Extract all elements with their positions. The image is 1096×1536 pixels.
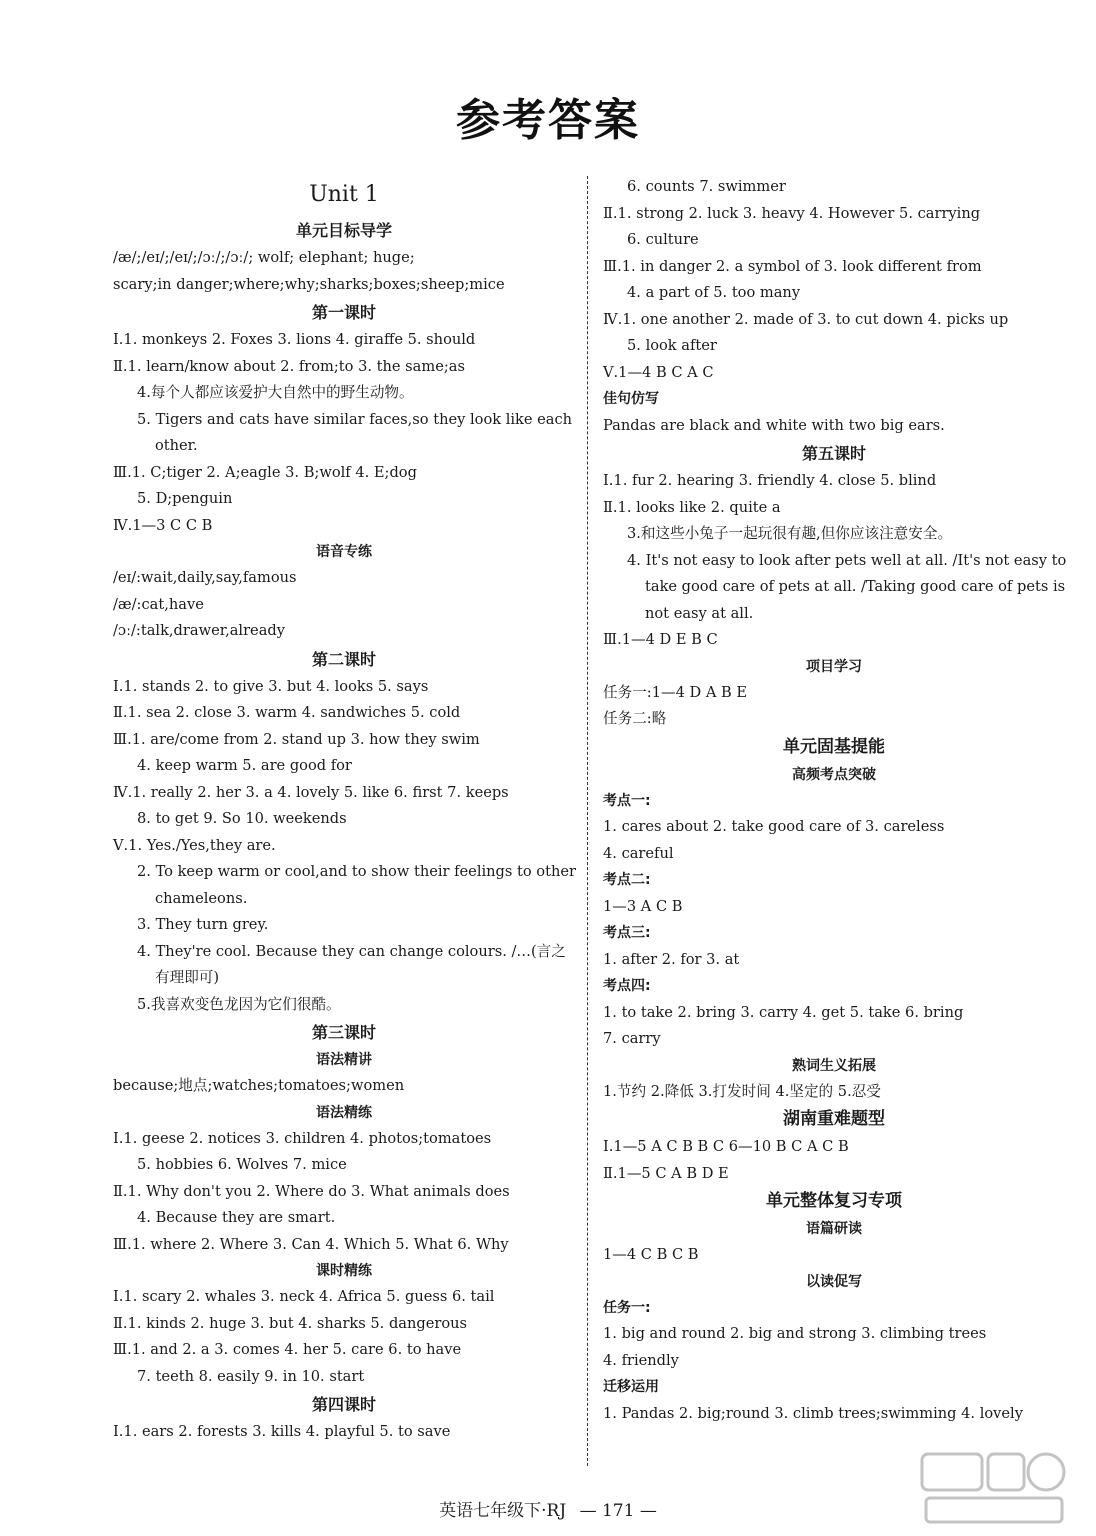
answer-line: Ⅲ.1. where 2. Where 3. Can 4. Which 5. What 6. Why [113, 1235, 509, 1253]
section-heading-lesson-2: 第二课时 [311, 649, 376, 669]
answer-line: 4. keep warm 5. are good for [137, 757, 352, 774]
answer-line: scary;in danger;where;why;sharks;boxes;sheep;mice [113, 275, 505, 293]
answer-line: 8. to get 9. So 10. weekends [137, 810, 347, 827]
answer-line: 2. To keep warm or cool,and to show their feelings to other [137, 863, 576, 880]
answer-line: Ⅰ.1. stands 2. to give 3. but 4. looks 5. says [113, 677, 429, 695]
label-point-3: 考点三: [603, 925, 651, 941]
label-point-4: 考点四: [603, 978, 651, 994]
answer-line: 7. teeth 8. easily 9. in 10. start [137, 1367, 365, 1385]
answer-line: Ⅳ.1. one another 2. made of 3. to cut down 4. picks up [603, 310, 1009, 328]
answer-line: Ⅰ.1. fur 2. hearing 3. friendly 4. close 5. blind [603, 472, 937, 489]
answer-line: Ⅱ.1. learn/know about 2. from;to 3. the same;as [113, 357, 465, 375]
answer-line: /æ/:cat,have [113, 595, 204, 613]
answer-line: take good care of pets at all. /Taking good care of pets is [645, 578, 1066, 595]
subheading-reading: 语篇研读 [806, 1221, 862, 1237]
footer-book: 英语七年级下·RJ [439, 1501, 567, 1521]
section-heading-lesson-1: 第一课时 [311, 303, 376, 322]
answer-line: Ⅰ.1. monkeys 2. Foxes 3. lions 4. giraffe 5. should [113, 331, 476, 348]
section-heading-consolidation: 单元固基提能 [783, 736, 885, 757]
answer-line: Ⅲ.1. C;tiger 2. A;eagle 3. B;wolf 4. E;dog [113, 463, 417, 481]
column-divider [587, 176, 588, 1466]
subheading-frequent-points: 高频考点突破 [792, 766, 876, 783]
subheading-grammar-practice: 语法精练 [316, 1104, 372, 1121]
answer-line: 4. They're cool. Because they can change colours. /…(言之 [137, 942, 566, 960]
answer-line: 有理即可) [155, 969, 220, 986]
label-transfer: 迁移运用 [603, 1379, 659, 1395]
answer-line: not easy at all. [645, 604, 754, 622]
answer-line: Ⅲ.1. in danger 2. a symbol of 3. look different from [603, 257, 982, 275]
answer-line: 4. careful [603, 844, 674, 862]
answer-line: Ⅰ.1. ears 2. forests 3. kills 4. playful 5. to save [113, 1423, 451, 1440]
footer-page-number: — 171 — [579, 1501, 657, 1521]
section-heading-lesson-4: 第四课时 [311, 1395, 376, 1414]
answer-line: Ⅱ.1. looks like 2. quite a [603, 498, 781, 516]
answer-line: 1. to take 2. bring 3. carry 4. get 5. take 6. bring [603, 1003, 964, 1021]
answer-line: Ⅲ.1. are/come from 2. stand up 3. how they swim [113, 730, 480, 748]
answer-line: 1—3 A C B [603, 897, 683, 915]
answer-line: Ⅲ.1—4 D E B C [603, 631, 718, 648]
label-sentence-imitation: 佳句仿写 [603, 391, 659, 407]
section-heading-review: 单元整体复习专项 [766, 1191, 902, 1211]
answer-line: because;地点;watches;tomatoes;women [113, 1077, 405, 1094]
answer-line: 3.和这些小兔子一起玩很有趣,但你应该注意安全。 [627, 525, 953, 542]
subheading-writing: 以读促写 [806, 1273, 862, 1290]
answer-line: /eɪ/:wait,daily,say,famous [113, 569, 297, 586]
right-column [603, 174, 1065, 1427]
left-column [113, 178, 575, 1446]
section-heading-phonics: 语音专练 [316, 544, 372, 560]
answer-line: /ɔː/:talk,drawer,already [113, 622, 285, 639]
answer-line: Ⅰ.1—5 A C B B C 6—10 B C A C B [603, 1138, 849, 1155]
answer-line: 1. after 2. for 3. at [603, 950, 740, 968]
label-task-1: 任务一: [603, 1299, 651, 1316]
answer-line: /æ/;/eɪ/;/eɪ/;/ɔː/;/ɔː/; wolf; elephant; huge; [113, 249, 415, 266]
answer-line: Ⅱ.1. kinds 2. huge 3. but 4. sharks 5. dangerous [113, 1314, 468, 1332]
answer-line: 4. a part of 5. too many [627, 284, 801, 301]
subheading-grammar: 语法精讲 [316, 1052, 372, 1068]
answer-line: 4. It's not easy to look after pets well at all. /It's not easy to [627, 551, 1067, 569]
answer-line: 5. D;penguin [137, 490, 233, 507]
answer-line: other. [155, 437, 198, 454]
watermark-seal-icon [918, 1450, 1068, 1528]
answer-line: Ⅳ.1—3 C C B [113, 516, 213, 534]
answer-line: 1. cares about 2. take good care of 3. careless [603, 818, 945, 835]
answer-line: 4.每个人都应该爱护大自然中的野生动物。 [137, 384, 414, 401]
section-heading-hunan: 湖南重难题型 [783, 1109, 885, 1129]
answer-line: 任务一:1—4 D A B E [603, 683, 748, 701]
answer-line: Ⅱ.1. Why don't you 2. Where do 3. What animals does [113, 1182, 510, 1200]
answer-line: Ⅱ.1. sea 2. close 3. warm 4. sandwiches 5. cold [113, 704, 461, 721]
answer-line: 任务二:略 [603, 710, 667, 727]
answer-line: Ⅴ.1—4 B C A C [603, 363, 714, 381]
answer-line: Ⅰ.1. geese 2. notices 3. children 4. photos;tomatoes [113, 1129, 492, 1147]
answer-line: Ⅴ.1. Yes./Yes,they are. [113, 836, 276, 854]
unit-title: Unit 1 [309, 182, 379, 207]
answer-line: Ⅱ.1. strong 2. luck 3. heavy 4. However 5. carrying [603, 204, 981, 222]
answer-line: 5.我喜欢变色龙因为它们很酷。 [137, 995, 341, 1013]
answer-line: 1.节约 2.降低 3.打发时间 4.坚定的 5.忍受 [603, 1082, 881, 1100]
section-heading-lesson-3: 第三课时 [311, 1023, 376, 1042]
answer-line: Pandas are black and white with two big ears. [603, 416, 945, 434]
label-point-1: 考点一: [603, 792, 651, 809]
answer-line: 5. Tigers and cats have similar faces,so they look like each [137, 410, 573, 428]
answer-line: 1—4 C B C B [603, 1246, 699, 1263]
answer-line: 6. counts 7. swimmer [627, 178, 786, 195]
answer-line: 1. big and round 2. big and strong 3. climbing trees [603, 1325, 987, 1342]
answer-line: Ⅰ.1. scary 2. whales 3. neck 4. Africa 5. guess 6. tail [113, 1288, 495, 1305]
answer-line: 5. look after [627, 337, 717, 354]
answer-line: 4. friendly [603, 1351, 679, 1369]
page-title: 参考答案 [456, 95, 640, 146]
answer-line: 4. Because they are smart. [137, 1209, 336, 1226]
section-heading-lesson-5: 第五课时 [801, 444, 866, 463]
answer-line: 6. culture [627, 231, 699, 248]
section-heading-goal: 单元目标导学 [295, 221, 392, 240]
answer-line: Ⅳ.1. really 2. her 3. a 4. lovely 5. like 6. first 7. keeps [113, 783, 509, 801]
subheading-vocab-extension: 熟词生义拓展 [792, 1057, 876, 1074]
answer-line: Ⅱ.1—5 C A B D E [603, 1164, 729, 1182]
answer-line: 7. carry [603, 1030, 661, 1047]
subheading-project: 项目学习 [806, 658, 862, 675]
answer-line: chameleons. [155, 889, 248, 907]
answer-line: 5. hobbies 6. Wolves 7. mice [137, 1156, 347, 1173]
answer-line: 3. They turn grey. [137, 916, 269, 933]
label-point-2: 考点二: [603, 872, 651, 888]
answer-line: Ⅲ.1. and 2. a 3. comes 4. her 5. care 6. to have [113, 1341, 462, 1358]
answer-line: 1. Pandas 2. big;round 3. climb trees;swimming 4. lovely [603, 1404, 1023, 1422]
subheading-lesson-practice: 课时精练 [316, 1263, 372, 1279]
